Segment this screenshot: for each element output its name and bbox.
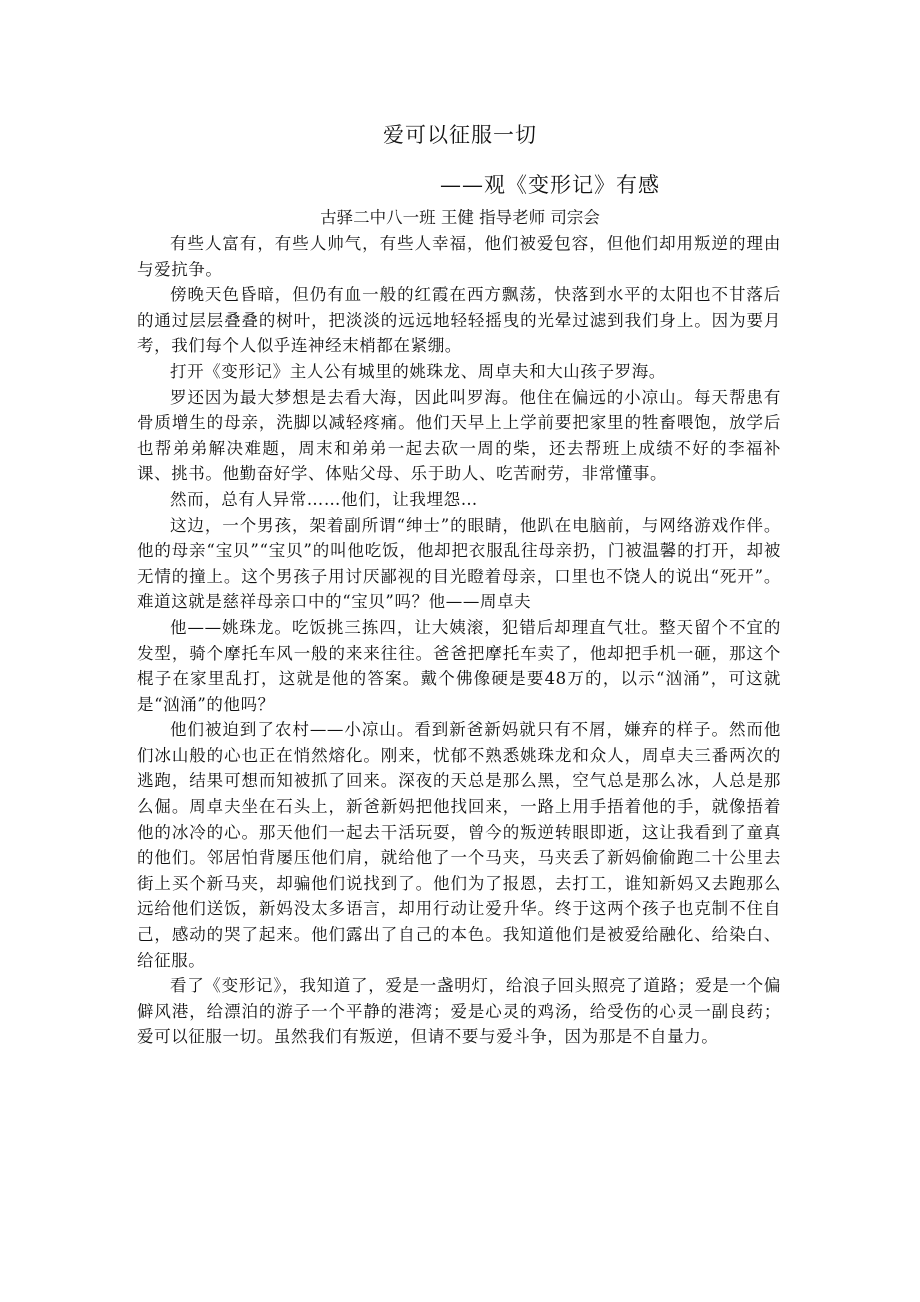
paragraph-4: 罗还因为最大梦想是去看大海，因此叫罗海。他住在偏远的小凉山。每天帮患有骨质增生的母亲，洗脚以减轻疼痛。他们天早上上学前要把家里的牲畜喂饱，放学后也帮弟弟解决难题，周末和弟弟一起去砍一周的柴，还去帮班上成绩不好的李福补课、挑书。他勤奋好学、体贴父母、乐于助人、吃苦耐劳，非常懂事。 xyxy=(137,387,781,484)
author-byline: 古驿二中八一班 王健 指导老师 司宗会 xyxy=(320,208,600,227)
document-title: 爱可以征服一切 xyxy=(383,123,537,147)
paragraph-2: 傍晚天色昏暗，但仍有血一般的红霞在西方飘荡，快落到水平的太阳也不甘落后的通过层层叠叠的树叶，把淡淡的远远地轻轻摇曳的光晕过滤到我们身上。因为要月考，我们每个人似乎连神经末梢都在紧绷。 xyxy=(137,285,781,356)
document-subtitle: ——观《变形记》有感 xyxy=(440,173,660,197)
paragraph-5: 然而，总有人异常……他们，让我埋怨… xyxy=(170,489,478,509)
paragraph-6: 这边，一个男孩，架着副所谓“绅士”的眼睛，他趴在电脑前，与网络游戏作伴。他的母亲“宝贝”“宝贝”的叫他吃饭，他却把衣服乱往母亲扔，门被温馨的打开，却被无情的撞上。这个男孩子用讨厌鄙视的目光瞪着母亲，口里也不饶人的说出“死开”。难道这就是慈祥母亲口中的“宝贝”吗？他——周卓夫 xyxy=(137,515,781,612)
paragraph-7: 他——姚珠龙。吃饭挑三拣四，让大姨滚，犯错后却理直气壮。整天留个不宜的发型，骑个摩托车风一般的来来往往。爸爸把摩托车卖了，他却把手机一砸，那这个棍子在家里乱打，这就是他的答案。戴个佛像硬是要48万的，以示“汹涌”，可这就是“汹涌”的他吗？ xyxy=(137,617,781,714)
paragraph-3: 打开《变形记》主人公有城里的姚珠龙、周卓夫和大山孩子罗海。 xyxy=(170,361,666,381)
paragraph-1: 有些人富有，有些人帅气，有些人幸福，他们被爱包容，但他们却用叛逆的理由与爱抗争。 xyxy=(137,234,781,279)
document-body xyxy=(137,231,781,1050)
paragraph-8: 他们被迫到了农村——小凉山。看到新爸新妈就只有不屑，嫌弃的样子。然而他们冰山般的心也正在悄然熔化。刚来，忧郁不熟悉姚珠龙和众人，周卓夫三番两次的逃跑，结果可想而知被抓了回来。深夜的天总是那么黑，空气总是那么冰，人总是那么倔。周卓夫坐在石头上，新爸新妈把他找回来，一路上用手捂着他的手，就像捂着他的冰冷的心。那天他们一起去干活玩耍，曾今的叛逆转眼即逝，这让我看到了童真的他们。邻居怕背屡压他们肩，就给他了一个马夹，马夹丢了新妈偷偷跑二十公里去街上买个新马夹，却骗他们说找到了。他们为了报恩，去打工，谁知新妈又去跑那么远给他们送饭，新妈没太多语言，却用行动让爱升华。终于这两个孩子也克制不住自己，感动的哭了起来。他们露出了自己的本色。我知道他们是被爱给融化、给染白、给征服。 xyxy=(137,720,781,970)
paragraph-9: 看了《变形记》，我知道了，爱是一盏明灯，给浪子回头照亮了道路；爱是一个偏僻风港，给漂泊的游子一个平静的港湾；爱是心灵的鸡汤，给受伤的心灵一副良药；爱可以征服一切。虽然我们有叛逆，但请不要与爱斗争，因为那是不自量力。 xyxy=(137,976,781,1047)
